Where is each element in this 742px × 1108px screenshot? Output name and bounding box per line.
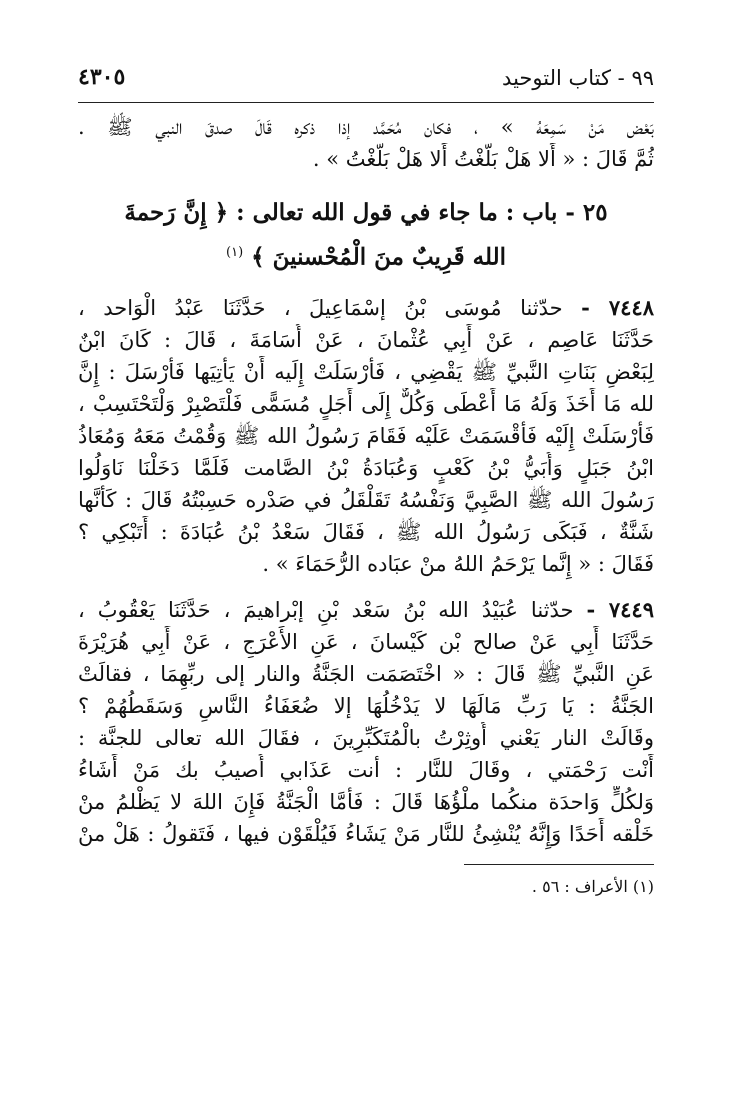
footnote-divider	[464, 864, 654, 865]
book-page	[78, 58, 654, 1068]
text-line: فَأَرْسَلَتْ إِلَيْه فَأَقْسَمَتْ عَلَيْه فَقَامَ رَسُولُ الله ﷺ وَقُمْتُ مَعَهُ وَمُعَاذُ	[78, 423, 654, 448]
text-line: حَدَّثَنَا أَبِي عَنْ صالح بْن كَيْسانَ ، عَنِ الأَعْرَجِ ، عَنْ أَبِي هُرَيْرَةَ	[78, 629, 654, 654]
text-line: أَنْت رَحْمَتي ، وقَالَ للنَّار : أنت عَذَابي أُصيبُ بك مَنْ أَشَاءُ	[78, 757, 654, 782]
chapter-heading-line-2	[78, 233, 654, 278]
text-line: ثُمَّ قَالَ : « أَلا هَلْ بَلَّغْتُ أَلا هَلْ بَلَّغْتُ » .	[312, 147, 654, 171]
intro-text	[78, 111, 654, 175]
footnote-marker: (١)	[226, 245, 244, 260]
page-number: ٤٣٠٥	[78, 64, 126, 90]
text-line: عَنِ النَّبيِّ ﷺ قَالَ : « اخْتَصَمَت الجَنَّةُ والنار إلى ربِّهِمَا ، فقالَتْ	[78, 661, 654, 686]
text-line: ابْنُ جَبَلٍ وَأُبَيُّ بْنُ كَعْبٍ وَعُبَادَةُ بْنُ الصَّامت فَلَمَّا دَخَلْنَا نَاوَلُوا	[78, 455, 654, 480]
hadith-number: ٧٤٤٩ -	[586, 596, 654, 622]
text-line: لله مَا أَخَذَ وَلَهُ مَا أَعْطَى وَكُلٌّ إِلَى أَجَلٍ مُسَمًّى فَلْتَصْبِرْ وَلْتَحْتَسِبْ ،	[78, 391, 654, 416]
text-line: الجَنَّةُ : يَا رَبِّ مَالَهَا لا يَدْخُلُهَا إلا ضُعَفَاءُ النَّاسِ وَسَقَطُهُمْ ؟	[78, 693, 654, 718]
chapter-heading	[78, 193, 654, 278]
text-line: شَنَّةٌ ، فَبَكَى رَسُولُ الله ﷺ ، فَقَالَ سَعْدُ بْنُ عُبَادَةَ : أَتَبْكِي ؟	[78, 519, 654, 544]
text-line: فَقَالَ : « إِنَّما يَرْحَمُ اللهُ منْ عبَاده الرُّحَمَاءَ » .	[262, 551, 654, 576]
hadith-text: حدّثنا عُبَيْدُ الله بْنُ سَعْد بْنِ إبْراهيمَ ، حَدَّثَنَا يَعْقُوبُ ،	[78, 597, 574, 622]
running-title: ٩٩ - كتاب التوحيد	[502, 66, 654, 90]
text-line: خَلْقه أَحَدًا وَإِنَّهُ يُنْشِئُ للنَّار مَنْ يَشَاءُ فَيُلْقَوْن فيها ، فَتَقولُ : هَلْ منْ	[78, 821, 654, 846]
hadith-number: ٧٤٤٨ -	[581, 294, 654, 320]
hadith-text: حدّثنا مُوسَى بْنُ إسْمَاعِيلَ ، حَدَّثَنَا عَبْدُ الْوَاحد ،	[78, 295, 563, 320]
text-line: حَدَّثَنَا عَاصِم ، عَنْ أَبِي عُثْمانَ ، عَنْ أُسَامَةَ ، قَالَ : كَانَ ابْنٌ	[78, 327, 654, 352]
page-header	[78, 58, 654, 103]
text-line: رَسُولَ الله ﷺ الصَّبِيَّ وَنَفْسُهُ تَقَلْقَلُ في صَدْره حَسِبْتُهُ قَالَ : كَأَنَّها	[78, 487, 654, 512]
text-line	[78, 292, 654, 324]
footnote: (١) الأعراف : ٥٦ .	[531, 876, 654, 896]
hadith-7449	[78, 594, 654, 850]
text-line: لِبَعْضِ بَنَاتِ النَّبيِّ ﷺ يَقْضِي ، فَأَرْسَلَتْ إِلَيه أَنْ يَأْتِيَها فَأَرْسَلَ : إِنَّ	[78, 359, 654, 384]
chapter-heading-line: ٢٥ - باب : ما جاء في قول الله تعالى : ﴿ إِنَّ رَحمةَ	[124, 199, 608, 226]
text-line	[78, 594, 654, 626]
hadith-7448	[78, 292, 654, 580]
text-line: وقَالَتْ النار يَعْني أُوثِرْتُ بالْمُتَكَبِّرِينَ ، فقَالَ الله تعالى للجنَّة :	[78, 725, 654, 750]
chapter-heading-text: الله قَرِيبٌ منَ الْمُحْسنينَ ﴾	[251, 243, 506, 271]
text-line: وَلكُلٍّ وَاحدَة منكُما ملْؤُهَا قَالَ : فَأَمَّا الْجَنَّةُ فَإِنَ اللهَ لا يَظْلمُ منْ	[78, 789, 654, 814]
text-line: بَعْض مَنْ سَمِعَهُ » ، فكان مُحَمَّد إذا ذكره قَالَ صدقَ النبي ﷺ .	[78, 115, 654, 139]
